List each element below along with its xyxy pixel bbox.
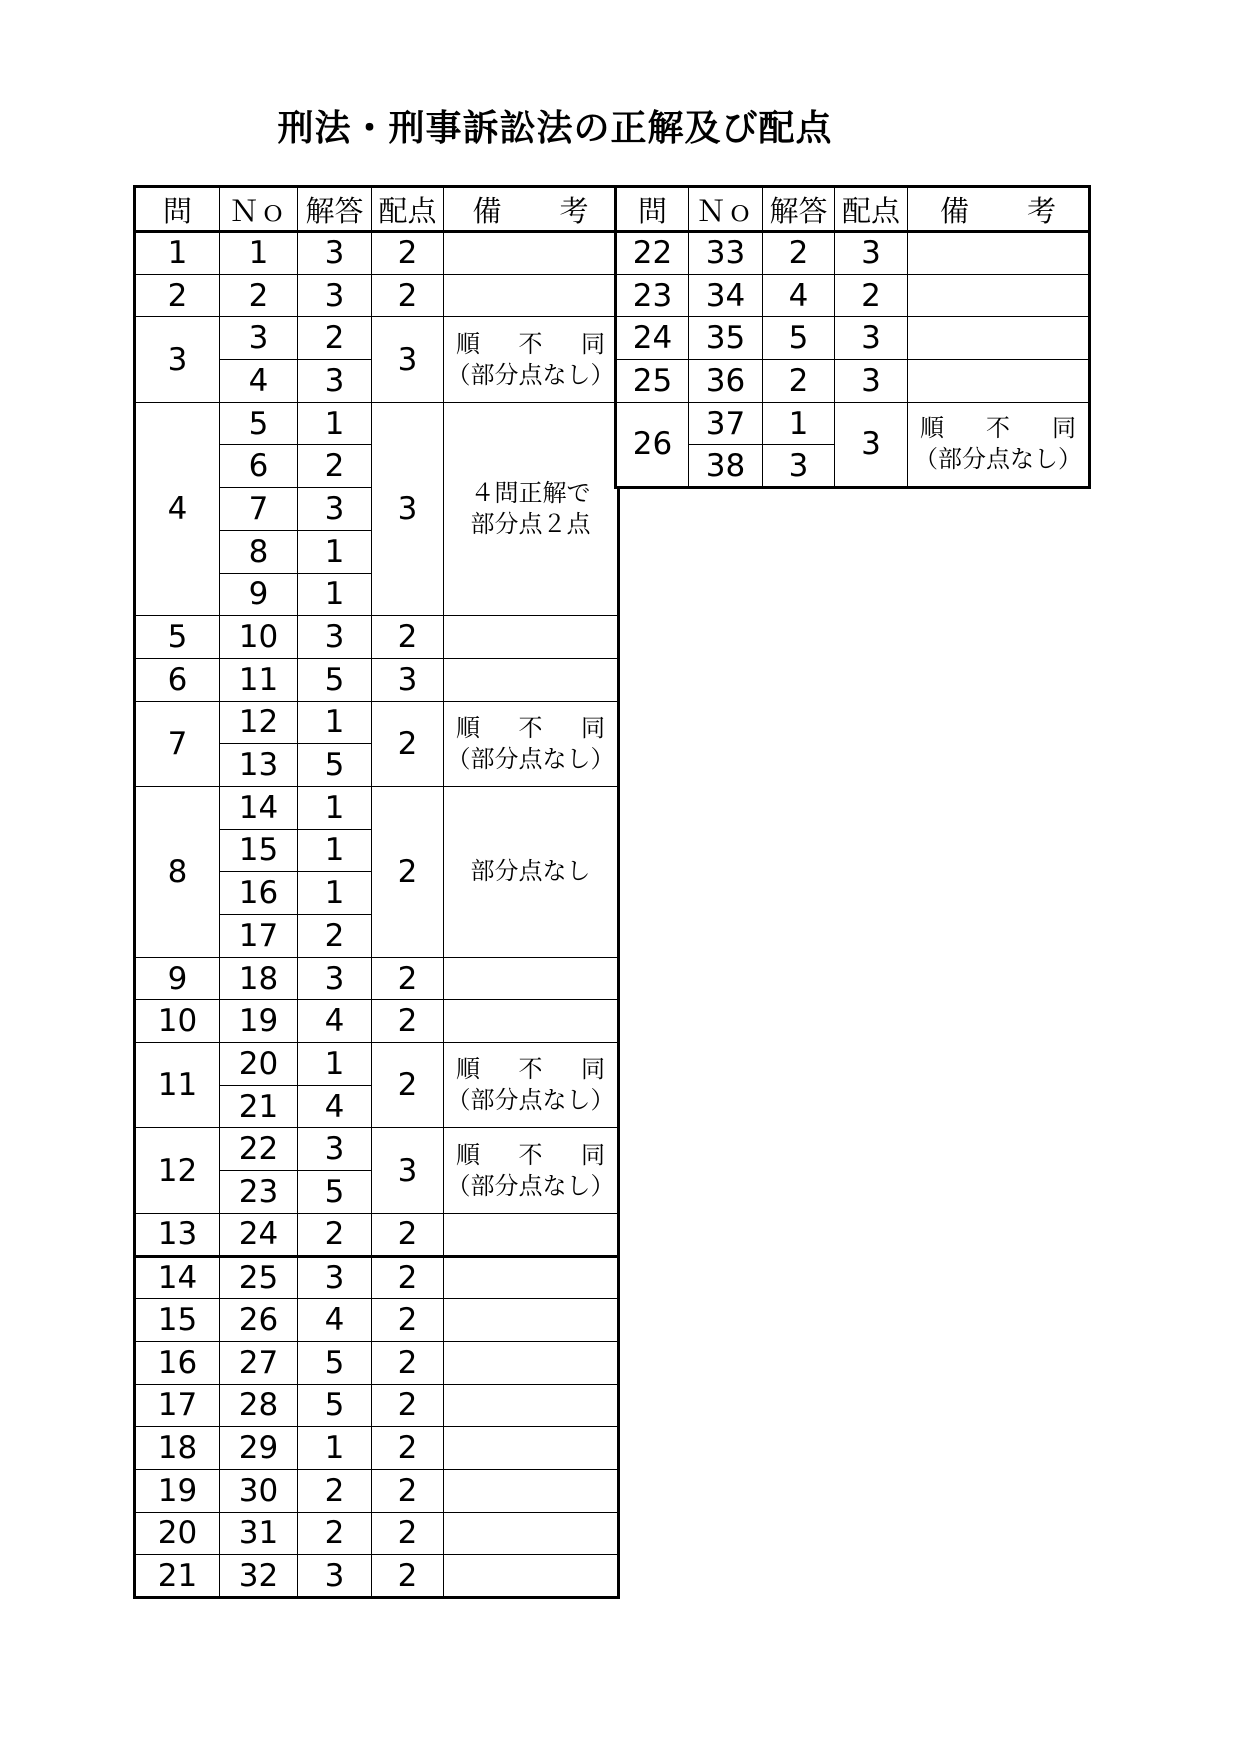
points-cell: 2 <box>372 786 444 957</box>
no-cell: 22 <box>220 1128 298 1171</box>
remark-cell <box>444 658 619 701</box>
answer-cell: 2 <box>298 1469 372 1512</box>
header-cell-0: 問 <box>135 187 220 232</box>
question-cell: 22 <box>616 232 689 275</box>
no-cell: 15 <box>220 829 298 872</box>
remark-cell <box>444 1128 619 1213</box>
points-cell: 2 <box>372 1512 444 1555</box>
question-cell: 11 <box>135 1043 220 1128</box>
remark-cell <box>444 701 619 786</box>
answer-cell: 4 <box>298 1085 372 1128</box>
answer-cell: 1 <box>298 829 372 872</box>
question-cell: 25 <box>616 360 689 403</box>
table-row <box>135 1427 619 1470</box>
no-cell: 18 <box>220 957 298 1000</box>
question-cell: 16 <box>135 1341 220 1384</box>
question-cell: 1 <box>135 232 220 275</box>
points-cell: 2 <box>372 1341 444 1384</box>
left-table-header <box>135 187 619 232</box>
right-table-header <box>616 187 1090 232</box>
question-cell: 23 <box>616 274 689 317</box>
answer-cell: 3 <box>298 274 372 317</box>
answer-cell: 1 <box>298 573 372 616</box>
table-row <box>616 317 1090 360</box>
answers-table-right <box>614 185 1091 489</box>
table-row <box>135 658 619 701</box>
table-row <box>616 402 1090 445</box>
points-cell: 2 <box>372 701 444 786</box>
question-cell: 4 <box>135 402 220 615</box>
no-cell: 12 <box>220 701 298 744</box>
no-cell: 27 <box>220 1341 298 1384</box>
no-cell: 38 <box>689 445 763 488</box>
question-cell: 15 <box>135 1299 220 1342</box>
no-cell: 6 <box>220 445 298 488</box>
no-cell: 5 <box>220 402 298 445</box>
answer-cell: 3 <box>298 1256 372 1299</box>
header-cell-1: Ｎｏ <box>689 187 763 232</box>
remark-line: 部分点なし <box>470 857 591 886</box>
remark-cell <box>908 402 1090 487</box>
table-row <box>135 1256 619 1299</box>
question-cell: 21 <box>135 1555 220 1598</box>
table-row <box>135 1213 619 1256</box>
answer-cell: 5 <box>298 1341 372 1384</box>
table-row <box>135 957 619 1000</box>
question-cell: 18 <box>135 1427 220 1470</box>
no-cell: 4 <box>220 360 298 403</box>
answer-cell: 5 <box>763 317 835 360</box>
question-cell: 8 <box>135 786 220 957</box>
table-row <box>135 1469 619 1512</box>
points-cell: 2 <box>835 274 908 317</box>
table-row <box>135 701 619 744</box>
no-cell: 1 <box>220 232 298 275</box>
no-cell: 8 <box>220 530 298 573</box>
no-cell: 21 <box>220 1085 298 1128</box>
remark-cell <box>444 274 619 317</box>
no-cell: 13 <box>220 744 298 787</box>
answer-cell: 1 <box>298 1043 372 1086</box>
points-cell: 3 <box>372 658 444 701</box>
table-row <box>616 274 1090 317</box>
question-cell: 24 <box>616 317 689 360</box>
points-cell: 2 <box>372 1299 444 1342</box>
answer-cell: 5 <box>298 1171 372 1214</box>
answer-cell: 2 <box>763 232 835 275</box>
table-row <box>135 1512 619 1555</box>
no-cell: 36 <box>689 360 763 403</box>
no-cell: 20 <box>220 1043 298 1086</box>
remark-line: 順 不 同 <box>456 1140 605 1169</box>
points-cell: 2 <box>372 1000 444 1043</box>
answer-cell: 5 <box>298 1384 372 1427</box>
question-cell: 5 <box>135 616 220 659</box>
answer-cell: 2 <box>763 360 835 403</box>
question-cell: 19 <box>135 1469 220 1512</box>
remark-cell <box>444 1043 619 1128</box>
answer-cell: 5 <box>298 658 372 701</box>
header-cell-4: 備 考 <box>444 187 619 232</box>
points-cell: 3 <box>835 317 908 360</box>
remark-line: 順 不 同 <box>456 1055 605 1084</box>
table-row <box>135 1043 619 1086</box>
header-cell-2: 解答 <box>298 187 372 232</box>
answer-cell: 2 <box>298 1512 372 1555</box>
remark-line: （部分点なし） <box>446 1171 615 1200</box>
remark-line: （部分点なし） <box>914 445 1082 474</box>
page-title: 刑法・刑事訴訟法の正解及び配点 <box>277 108 833 149</box>
answer-cell: 3 <box>298 616 372 659</box>
answer-cell: 3 <box>298 957 372 1000</box>
answer-cell: 4 <box>763 274 835 317</box>
remark-cell <box>444 1299 619 1342</box>
remark-cell <box>444 1341 619 1384</box>
question-cell: 6 <box>135 658 220 701</box>
table-row <box>135 1128 619 1171</box>
remark-cell <box>444 402 619 615</box>
no-cell: 17 <box>220 915 298 958</box>
points-cell: 2 <box>372 1555 444 1598</box>
no-cell: 37 <box>689 402 763 445</box>
answers-table-left <box>133 185 620 1599</box>
question-cell: 10 <box>135 1000 220 1043</box>
no-cell: 28 <box>220 1384 298 1427</box>
remark-line: （部分点なし） <box>446 744 615 773</box>
points-cell: 2 <box>372 232 444 275</box>
answer-cell: 1 <box>298 1427 372 1470</box>
no-cell: 35 <box>689 317 763 360</box>
points-cell: 3 <box>835 402 908 487</box>
answer-cell: 1 <box>298 786 372 829</box>
answer-cell: 1 <box>763 402 835 445</box>
no-cell: 25 <box>220 1256 298 1299</box>
no-cell: 23 <box>220 1171 298 1214</box>
remark-line: 順 不 同 <box>920 414 1076 443</box>
answer-cell: 1 <box>298 530 372 573</box>
remark-cell <box>444 957 619 1000</box>
points-cell: 2 <box>372 1256 444 1299</box>
answer-cell: 3 <box>298 232 372 275</box>
table-row <box>135 274 619 317</box>
answer-cell: 1 <box>298 701 372 744</box>
header-cell-3: 配点 <box>835 187 908 232</box>
table-row <box>135 402 619 445</box>
points-cell: 2 <box>372 1427 444 1470</box>
question-cell: 9 <box>135 957 220 1000</box>
no-cell: 29 <box>220 1427 298 1470</box>
answer-cell: 3 <box>763 445 835 488</box>
remark-cell <box>444 1384 619 1427</box>
remark-cell <box>444 1000 619 1043</box>
remark-line: 順 不 同 <box>456 713 605 742</box>
right-table-body <box>616 232 1090 488</box>
table-row <box>135 317 619 360</box>
no-cell: 32 <box>220 1555 298 1598</box>
no-cell: 30 <box>220 1469 298 1512</box>
question-cell: 17 <box>135 1384 220 1427</box>
remark-cell <box>444 1469 619 1512</box>
no-cell: 26 <box>220 1299 298 1342</box>
points-cell: 2 <box>372 616 444 659</box>
answer-cell: 2 <box>298 915 372 958</box>
remark-cell <box>444 232 619 275</box>
remark-cell <box>908 360 1090 403</box>
points-cell: 3 <box>372 402 444 615</box>
answer-cell: 5 <box>298 744 372 787</box>
answer-cell: 2 <box>298 1213 372 1256</box>
no-cell: 9 <box>220 573 298 616</box>
remark-cell <box>444 1427 619 1470</box>
question-cell: 14 <box>135 1256 220 1299</box>
remark-cell <box>444 1213 619 1256</box>
points-cell: 3 <box>835 232 908 275</box>
points-cell: 2 <box>372 957 444 1000</box>
no-cell: 34 <box>689 274 763 317</box>
no-cell: 2 <box>220 274 298 317</box>
question-cell: 20 <box>135 1512 220 1555</box>
header-cell-0: 問 <box>616 187 689 232</box>
table-row <box>135 1384 619 1427</box>
left-table-body <box>135 232 619 1598</box>
answer-cell: 3 <box>298 360 372 403</box>
points-cell: 3 <box>372 1128 444 1213</box>
header-row <box>616 187 1090 232</box>
remark-cell <box>444 786 619 957</box>
points-cell: 2 <box>372 1043 444 1128</box>
question-cell: 13 <box>135 1213 220 1256</box>
remark-cell <box>444 616 619 659</box>
answer-cell: 4 <box>298 1000 372 1043</box>
answer-cell: 2 <box>298 445 372 488</box>
question-cell: 2 <box>135 274 220 317</box>
header-row <box>135 187 619 232</box>
points-cell: 2 <box>372 274 444 317</box>
remark-line: 順 不 同 <box>456 329 605 358</box>
table-row <box>135 1000 619 1043</box>
table-row <box>616 232 1090 275</box>
answer-cell: 1 <box>298 402 372 445</box>
table-row <box>135 616 619 659</box>
table-row <box>135 1299 619 1342</box>
points-cell: 3 <box>835 360 908 403</box>
remark-line: （部分点なし） <box>446 360 615 389</box>
answer-cell: 1 <box>298 872 372 915</box>
table-row <box>135 232 619 275</box>
question-cell: 26 <box>616 402 689 487</box>
no-cell: 3 <box>220 317 298 360</box>
answer-cell: 2 <box>298 317 372 360</box>
no-cell: 14 <box>220 786 298 829</box>
remark-cell <box>444 1555 619 1598</box>
points-cell: 2 <box>372 1213 444 1256</box>
table-row <box>135 1341 619 1384</box>
remark-cell <box>908 232 1090 275</box>
remark-cell <box>908 274 1090 317</box>
question-cell: 7 <box>135 701 220 786</box>
answer-cell: 3 <box>298 488 372 531</box>
no-cell: 24 <box>220 1213 298 1256</box>
answer-cell: 3 <box>298 1555 372 1598</box>
header-cell-1: Ｎｏ <box>220 187 298 232</box>
no-cell: 16 <box>220 872 298 915</box>
remark-cell <box>444 1256 619 1299</box>
remark-cell <box>444 317 619 402</box>
no-cell: 7 <box>220 488 298 531</box>
answer-cell: 4 <box>298 1299 372 1342</box>
remark-line: ４問正解で <box>470 478 591 507</box>
header-cell-2: 解答 <box>763 187 835 232</box>
points-cell: 3 <box>372 317 444 402</box>
answer-cell: 3 <box>298 1128 372 1171</box>
remark-line: （部分点なし） <box>446 1086 615 1115</box>
remark-cell <box>444 1512 619 1555</box>
question-cell: 3 <box>135 317 220 402</box>
no-cell: 19 <box>220 1000 298 1043</box>
no-cell: 11 <box>220 658 298 701</box>
question-cell: 12 <box>135 1128 220 1213</box>
no-cell: 33 <box>689 232 763 275</box>
remark-line: 部分点２点 <box>470 509 591 538</box>
table-row <box>135 786 619 829</box>
no-cell: 10 <box>220 616 298 659</box>
table-row <box>135 1555 619 1598</box>
header-cell-3: 配点 <box>372 187 444 232</box>
no-cell: 31 <box>220 1512 298 1555</box>
table-row <box>616 360 1090 403</box>
points-cell: 2 <box>372 1469 444 1512</box>
points-cell: 2 <box>372 1384 444 1427</box>
header-cell-4: 備 考 <box>908 187 1090 232</box>
remark-cell <box>908 317 1090 360</box>
